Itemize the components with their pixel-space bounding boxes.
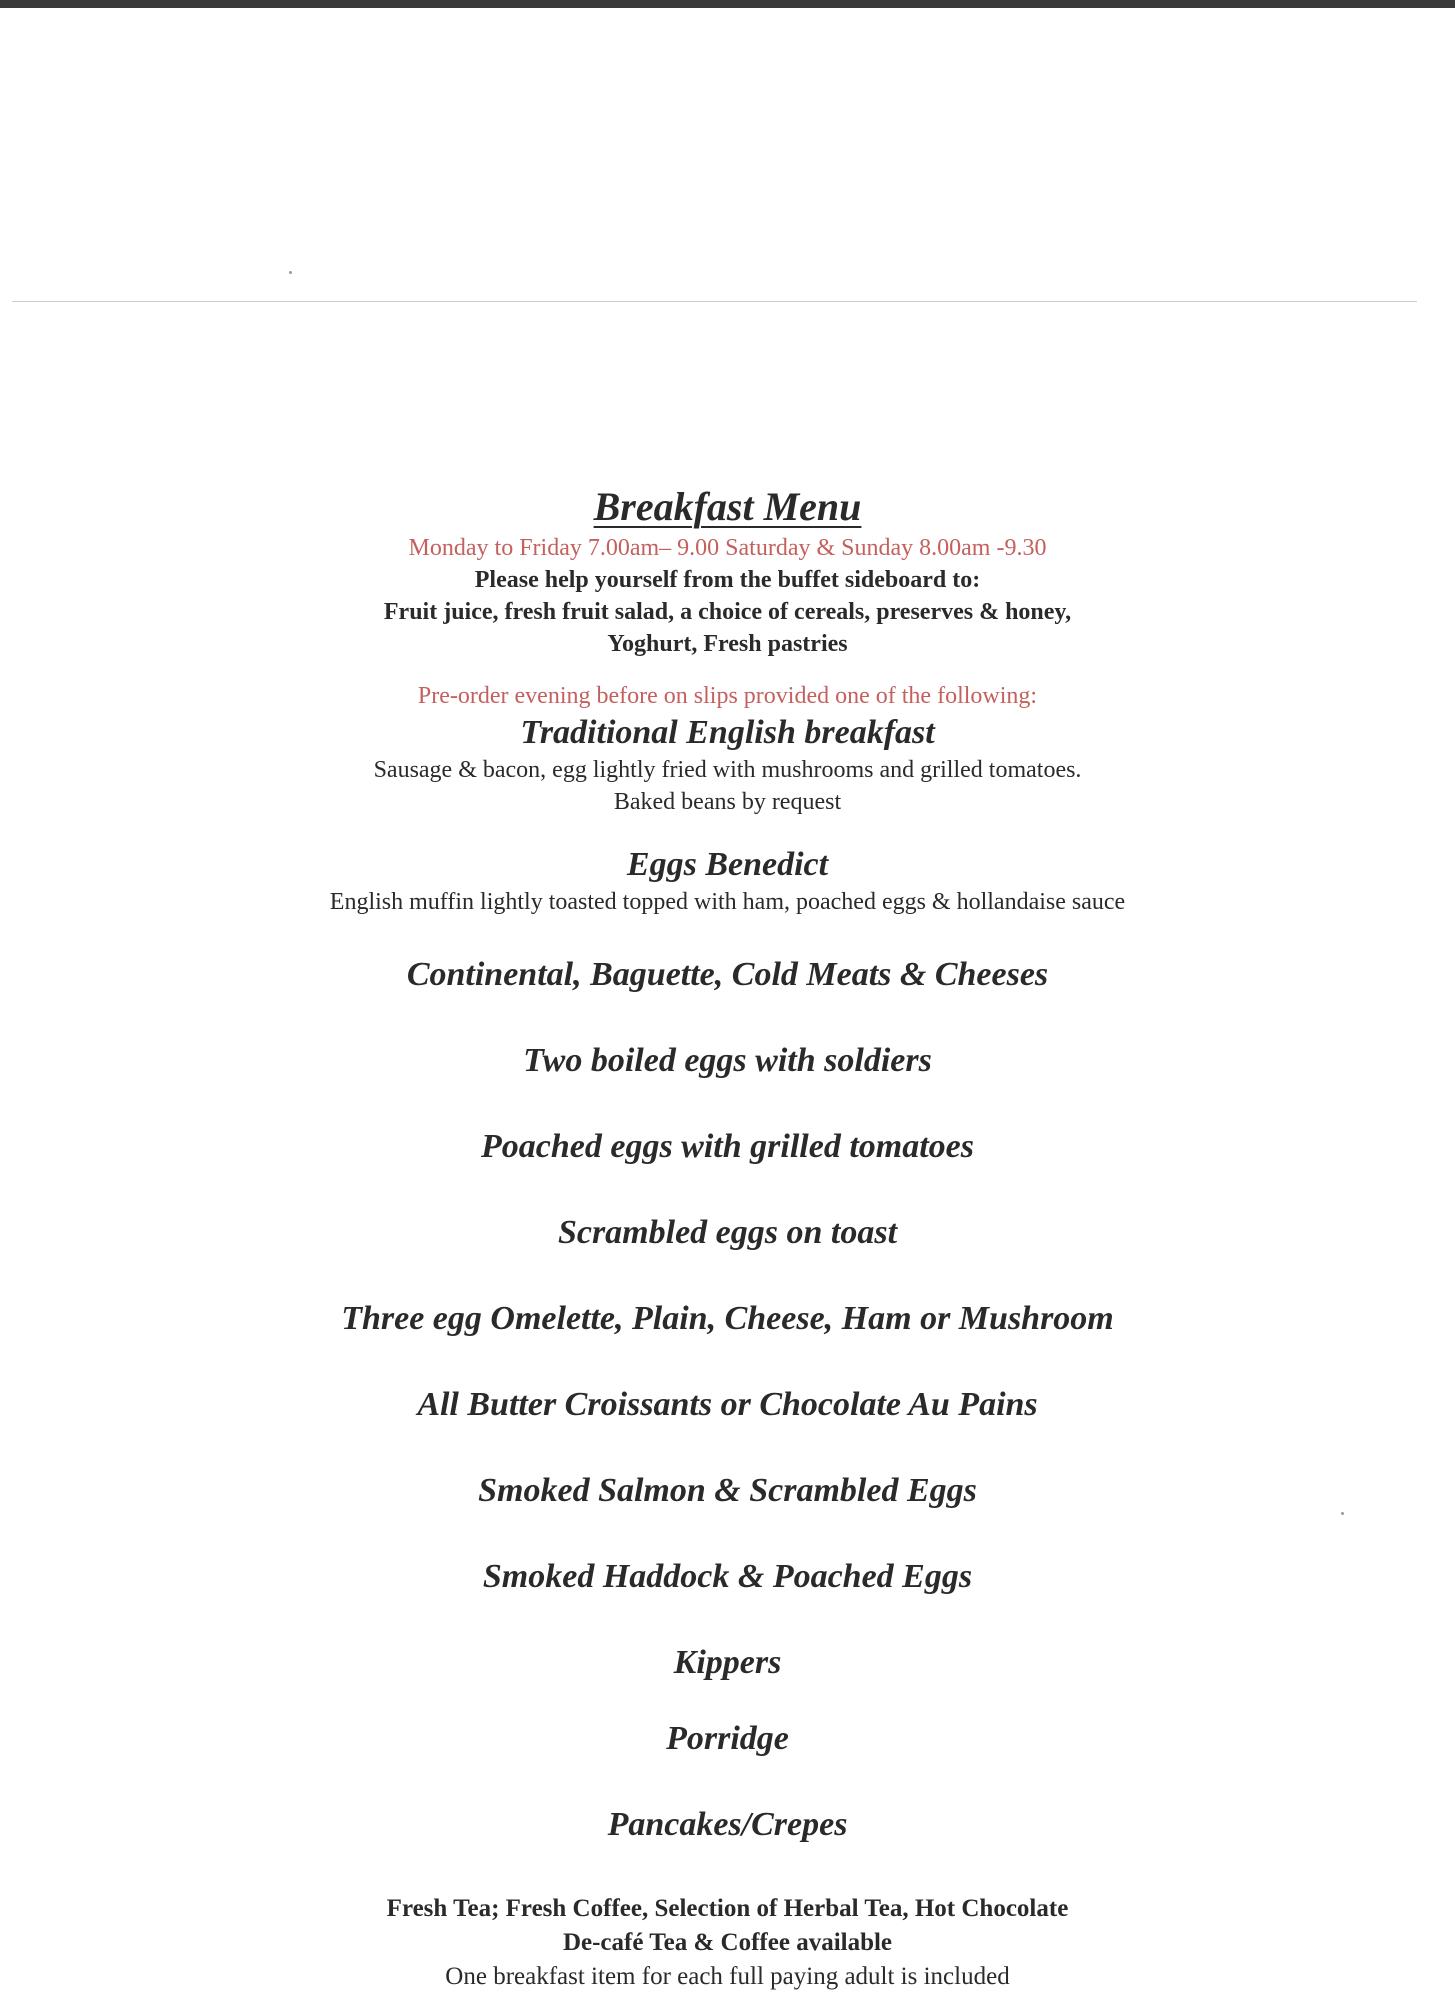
drinks-line-2: De-café Tea & Coffee available	[562, 1929, 893, 1956]
menu-item: Kippers	[673, 1644, 782, 1681]
buffet-intro: Please help yourself from the buffet sideboard to:	[474, 567, 981, 593]
fold-line	[12, 301, 1417, 302]
menu-item: Porridge	[666, 1720, 789, 1757]
eggs-benedict-desc: English muffin lightly toasted topped with ham, poached eggs & hollandaise sauce	[329, 889, 1126, 915]
eggs-benedict-title: Eggs Benedict	[626, 846, 829, 883]
english-breakfast-title: Traditional English breakfast	[520, 714, 935, 751]
page-top-border	[0, 0, 1455, 8]
menu-item: Smoked Haddock & Poached Eggs	[482, 1558, 973, 1595]
english-breakfast-note: Baked beans by request	[613, 789, 842, 815]
drinks-line-1: Fresh Tea; Fresh Coffee, Selection of Herbal Tea, Hot Chocolate	[386, 1895, 1069, 1922]
menu-item: Smoked Salmon & Scrambled Eggs	[478, 1472, 977, 1509]
buffet-items-line-1: Fruit juice, fresh fruit salad, a choice of cereals, preserves & honey,	[383, 599, 1072, 625]
menu-title: Breakfast Menu	[593, 484, 862, 529]
breakfast-menu	[0, 482, 1455, 1994]
menu-item: Poached eggs with grilled tomatoes	[481, 1128, 974, 1165]
preorder-note: Pre-order evening before on slips provided one of the following:	[417, 683, 1038, 709]
buffet-items-line-2: Yoghurt, Fresh pastries	[607, 631, 848, 657]
menu-item: Pancakes/Crepes	[607, 1806, 848, 1843]
menu-item: Three egg Omelette, Plain, Cheese, Ham or Mushroom	[341, 1300, 1114, 1337]
opening-hours: Monday to Friday 7.00am– 9.00 Saturday & Sunday 8.00am -9.30	[408, 535, 1047, 561]
menu-item: Scrambled eggs on toast	[557, 1214, 898, 1251]
menu-item: All Butter Croissants or Chocolate Au Pains	[417, 1386, 1038, 1423]
footnote: One breakfast item for each full paying adult is included	[445, 1963, 1010, 1990]
menu-item: Two boiled eggs with soldiers	[523, 1042, 932, 1079]
scan-speck	[289, 271, 292, 274]
english-breakfast-desc: Sausage & bacon, egg lightly fried with mushrooms and grilled tomatoes.	[373, 757, 1082, 783]
menu-item: Continental, Baguette, Cold Meats & Cheeses	[406, 956, 1049, 993]
